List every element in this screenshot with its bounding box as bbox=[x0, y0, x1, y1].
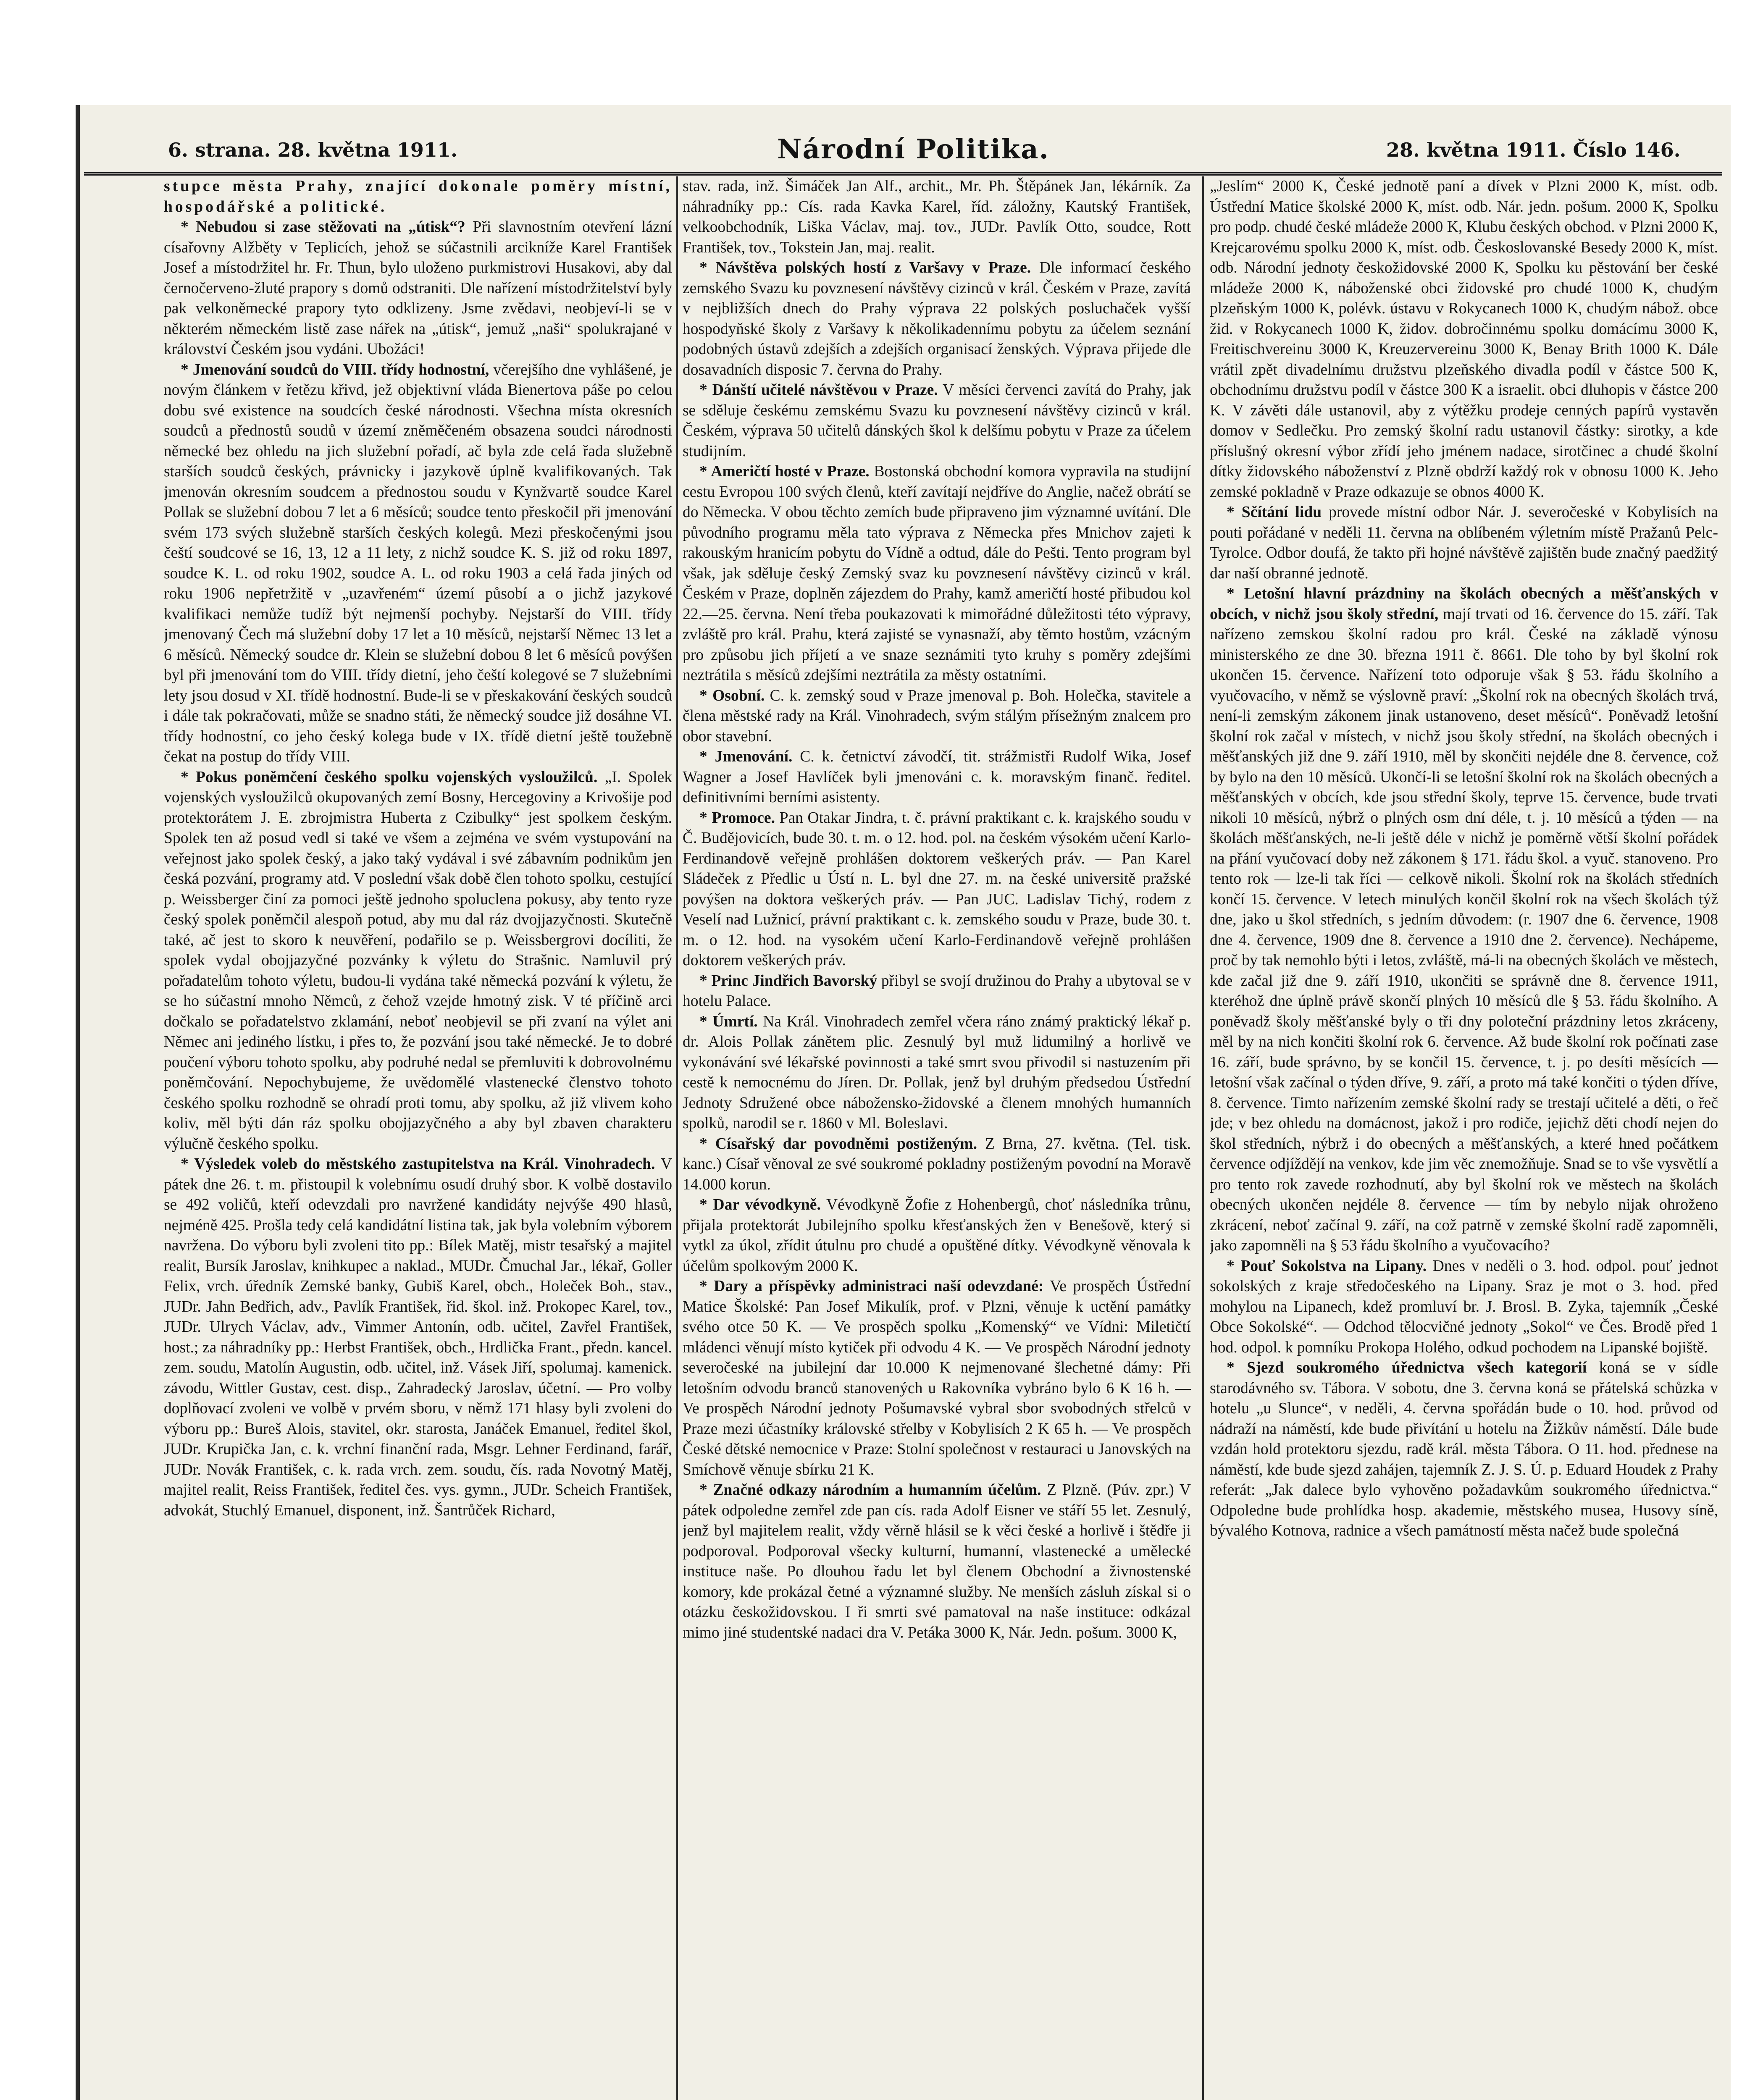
article-paragraph: stav. rada, inž. Šimáček Jan Alf., archit., Mr. Ph. Štěpánek Jan, lékárník. Za náhradníky pp.: Cís. rada Kavka Karel, říd. záložny, Kautský František, velkoobchodník, Liška Václav, maj. tov., JUDr. Pavlík Otto, soudce, Rott František, tov., Tokstein Jan, maj. realit. bbox=[683, 178, 1191, 256]
article-paragraph: * Císařský dar povodněmi postiženým. Z Brna, 27. května. (Tel. tisk. kanc.) Císař věnoval ze své soukromé pokladny postiženým povodní na Moravě 14.000 korun. bbox=[683, 1135, 1191, 1193]
article-paragraph: * Letošní hlavní prázdniny na školách obecných a měšťanských v obcích, v nichž jsou školy střední, mají trvati od 16. července do 15. září. Tak nařízeno zemskou školní radou pro král. České na základě výnosu ministerského ze dne 30. března 1911 č. 8661. Dle toho by byl školní rok ukončen 15. července. Nařízení toto odporuje však § 53. řádu školního a vyučovacího, v němž se výslovně praví: „Školní rok na obecných školách trvá, není-li zemským zákonem jinak ustanoveno, deset měsíců“. Poněvadž letošní školní rok začal v místech, v nichž jsou školy střední, na školách obecných i měšťanských již dne 9. září 1910, měl by skončiti nejdéle dne 8. července, což by bylo na den 10 měsíců. Ukončí-li se letošní školní rok na školách obecných a měšťanských v obcích, kde jsou střední školy, teprve 15. července, bude trvati nikoli 10 měsíců, nýbrž o plných osm dní déle, t. j. 10 měsíců a týden — na školách měšťanských, ne-li ještě déle v nichž je poměrně větší školní pořádek na přání vyučovací doby než zákonem § 171. řádu škol. a vyuč. stanoveno. Pro tento rok — lze-li tak říci — celkově nikoli. Školní rok na školách středních končí 15. července. V letech minulých končil školní rok na všech školách týž dne, jako u škol středních, s jedním důvodem: (r. 1907 dne 6. července, 1908 dne 4. července, 1909 dne 8. července a 1910 dne 2. července). Nechápeme, proč by tak nemohlo býti i letos, zvláště, má-li na obecných školách ve městech, kde začal již dne 9. září 1910, ukončiti se správně dne 8. července 1911, kteréhož dne úplně právě skončí plných 10 měsíců dle § 53. řádu školního. A poněvadž školy měšťanské byly o tři dny poloteční prázdniny letos zkráceny, měl by na nich končiti školní rok 6. července. Až bude školní rok počínati zase 16. září, bude správno, by se končil 15. července, t. j. po desíti měsících — letošní však začínal o týden dříve, 9. září, a proto má také končiti o týden dříve, 8. července. Timto nařízením zemské školní rady se trestají učitelé a děti, o řeč jde; v bez ohledu na domácnost, jakož i pro rodiče, jejichž děti chodí nejen do škol středních, nýbrž i do obecných a měšťanských, a které hned počátkem července odjíždějí na venkov, kde jim věc znemožňuje. Snad se to vše vysvětlí a pro tento rok zavede rozhodnutí, aby byl školní rok ve městech na školách obecných ukončen nejdéle 8. července — tím by nebylo nijak ohroženo zkrácení, neboť začínal 9. září, na což patrně v zemské školní radě zapomněli, jako zapomněli na § 53 řádu školního a vyučovacího? bbox=[1210, 585, 1718, 1254]
article-paragraph: * Úmrtí. Na Král. Vinohradech zemřel včera ráno známý praktický lékař p. dr. Alois Pollak zánětem plic. Zesnulý byl muž lidumilný a horlivě ve vykonávání své lékařské povinnosti a také smrt svou přivodil si nastuzením při cestě k nemocnému do Jíren. Dr. Pollak, jenž byl druhým předsedou Ústřední Jednoty Sdružené obce nábožensko-židovské a členem mnohých humanních spolků, narodil se r. 1860 v Ml. Boleslavi. bbox=[683, 1013, 1191, 1132]
article-heading: * Jmenování. bbox=[699, 748, 793, 765]
article-heading: * Promoce. bbox=[699, 809, 775, 827]
article-paragraph: * Nebudou si zase stěžovati na „útisk“? Při slavnostním otevření lázní císařovny Alžběty v Teplicích, jehož se súčastnili arcikníže Karel František Josef a místodržitel hr. Fr. Thun, bylo uloženo purkmistrovi Husakovi, aby dal černočerveno-žluté prapory s domů odstraniti. Dle nařízení místodržitelství byly pak velkoněmecké prapory tyto odklizeny. Jsme zvědavi, neobjeví-li se v některém německém listě zase nářek na „útisk“, jemuž „naši“ spolukrajané v království Českém jsou vydáni. Ubožáci! bbox=[164, 218, 672, 358]
article-heading: * Princ Jindřich Bavorský bbox=[699, 972, 878, 990]
article-paragraph: stupce města Prahy, znající dokonale poměry místní, hospodářské a politické. bbox=[164, 178, 672, 215]
article-paragraph: * Jmenování soudců do VIII. třídy hodnostní, včerejšího dne vyhlášené, je novým článkem v řetězu křivd, jež objektivní vláda Bienertova páše po celou dobu své existence na soudcích české národnosti. Všechna místa okresních soudců a přednostů soudů v území zněměčeném obsazena soudci národnosti německé bez ohledu na jich služební pořadí, ač byla zde celá řada služebně starších soudců českých, právnicky i jazykově úplně kvalifikovaných. Tak jmenován okresním soudcem a přednostou soudu v Kynžvartě soudce Karel Pollak se služební dobou 7 let a 6 měsíců; soudce tento přeskočil při jmenování svém 173 svých služebně starších českých kolegů. Mezi přeskočenými jsou čeští soudcové se 16, 13, 12 a 11 lety, z nichž soudce K. S. již od roku 1897, soudce K. L. od roku 1902, soudce A. L. od roku 1903 a celá řada jiných od roku 1906 nepřetržitě v „uzavřeném“ území působí a o jichž jazykové kvalifikaci nemůže tudíž být nejmenší pochyby. Nejstarší do VIII. třídy jmenovaný Čech má služební doby 17 let a 10 měsíců, nejstarší Němec 13 let a 6 měsíců. Německý soudce dr. Klein se služební dobou 8 let 6 měsíců povýšen byl při jmenování tom do VIII. třídy dietní, jeho čeští kolegové se 7 služebními lety jsou dosud v XI. třídě hodnostní. Bude-li se v přeskakování českých soudců i dále tak pokračovati, může se snadno státi, že německý soudce již dosáhne VI. třídy hodnostní, co jeho český kolega bude v IX. třídě dietní ještě toužebně čekat na postup do třídy VIII. bbox=[164, 361, 672, 765]
column-1 bbox=[164, 176, 672, 2100]
column-2 bbox=[683, 176, 1191, 2100]
article-heading: * Dary a příspěvky administraci naší odevzdané: bbox=[699, 1278, 1044, 1295]
column-3 bbox=[1210, 176, 1718, 2100]
article-heading: * Sčítání lidu bbox=[1227, 504, 1322, 521]
article-heading: * Pokus poněmčení českého spolku vojenských vysloužilců. bbox=[181, 768, 598, 786]
article-paragraph: * Promoce. Pan Otakar Jindra, t. č. právní praktikant c. k. krajského soudu v Č. Budějovicích, bude 30. t. m. o 12. hod. pol. na českém výsokém učení Karlo-Ferdinandově veřejně prohlášen doktorem veškerých práv. — Pan Karel Sládeček z Předlic u Ústí n. L. byl dne 27. m. na české universitě pražské povýšen na doktora veškerých práv. — Pan JUC. Ladislav Tichý, rodem z Veselí nad Lužnicí, právní praktikant c. k. zemského soudu v Praze, bude 30. t. m. o 12. hod. na vysokém učení Karlo-Ferdinandově veřejně prohlášen doktorem veškerých práv. bbox=[683, 809, 1191, 969]
article-paragraph: * Značné odkazy národním a humanním účelům. Z Plzně. (Púv. zpr.) V pátek odpoledne zemřel zde pan cís. rada Adolf Eisner ve stáří 55 let. Zesnulý, jenž byl majitelem realit, vždy věrně hlásil se k věci české a horlivě i štědře ji podporoval. Podporoval všecky kulturní, humanní, vlastenecké a umělecké instituce naše. Po dlouhou řadu let byl členem Obchodní a živnostenské komory, kde prokázal četné a významné služby. Ne menších zásluh získal si o otázku českožidovskou. I ři smrti své pamatoval na naše instituce: odkázal mimo jiné studentské nadaci dra V. Petáka 3000 K, Nár. Jedn. pošum. 3000 K, bbox=[683, 1481, 1191, 1641]
article-paragraph: * Pokus poněmčení českého spolku vojenských vysloužilců. „I. Spolek vojenských vysloužilců okupovaných zemí Bosny, Hercegoviny a Krivošije pod protektorátem J. E. zbrojmistra Huberta z Czibulky“ jest spolkem českým. Spolek ten až posud vedl si také ve všem a zejména ve svém vystupování na veřejnost jako spolek český, a jako taký vydával i své zábavním podnikům jen česká pozvání, programy atd. V poslední však době člen tohoto spolku, cestující p. Weissberger činí za pomoci ještě jednoho spoluclena pokusy, aby tento ryze český spolek poněmčil alespoň potud, aby mu dal ráz dvojjazyčnosti. Skutečně také, ač jest to skoro k neuvěření, podařilo se p. Weissbergrovi docíliti, že spolek vydal obojjazyčné pozvánky k výletu do Strašnic. Namluvil prý pořadatelům tohoto výletu, budou-li vydána také německá pozvání k výletu, že se ho súčastní mnoho Němců, z čehož vzejde hmotný zisk. V té příčině arci dočkalo se pořadatelstvo zklamání, neboť neobjevil se při zvaní na výlet ani Němec ani jediného lístku, i přes to, že pozvání jsou také německé. Je to dobré poučení výboru tohoto spolku, aby podruhé nedal se přemluviti k dobrovolnému poněmčování. Nepochybujeme, že uvědomělé vlastenecké členstvo tohoto českého spolku rozhodně se ohradí proti tomu, aby spolku, až již vlivem koho koliv, měl býti dán ráz spolku obojjazyčného a aby byl zbaven charakteru výlučně českého spolku. bbox=[164, 768, 672, 1152]
article-paragraph: * Princ Jindřich Bavorský přibyl se svojí družinou do Prahy a ubytoval se v hotelu Palace. bbox=[683, 972, 1191, 1010]
article-paragraph: * Sčítání lidu provede místní odbor Nár. J. severočeské v Kobylisích na pouti pořádané v neděli 11. června na oblíbeném výletním místě Pražanů Pelc-Tyrolce. Odbor doufá, že takto při hojné návštěvě zajištěn bude značný paedžitý dar naší obranné jednotě. bbox=[1210, 504, 1718, 582]
article-paragraph: * Dar vévodkyně. Vévodkyně Žofie z Hohenbergů, choť následníka trůnu, přijala protektorát Jubilejního spolku křesťanských žen v Benešově, který si vytkl za úkol, zřídit útulnu pro chudé a opuštěné dítky. Vévodkyně věnovala k účelům spolkovým 2000 K. bbox=[683, 1196, 1191, 1275]
column-rule bbox=[1202, 176, 1204, 2100]
article-paragraph: * Dary a příspěvky administraci naší odevzdané: Ve prospěch Ústřední Matice Školské: Pan Josef Mikulík, prof. v Plzni, věnuje k uctění památky svého otce 50 K. — Ve prospěch spolku „Komenský“ ve Vídni: Miletičtí mládenci věnují místo kytiček při odvodu 4 K. — Ve prospěch Národní jednoty severočeské na jubilejní dar 10.000 K nejmenované šlechetné dámy: Při letošním odvodu branců stanovených u Rakovníka vybráno bylo 6 K 16 h. — Ve prospěch Národní jednoty Pošumavské vybral sbor svobodných střelců v Praze mezi účastníky královské střelby v Kobylisích 2 K 65 h. — Ve prospěch České dětské nemocnice v Praze: Stolní společnost v restauraci u Janovských na Smíchově věnuje sbírku 21 K. bbox=[683, 1278, 1191, 1478]
article-heading: * Nebudou si zase stěžovati na „útisk“? bbox=[181, 218, 465, 236]
article-heading: * Osobní. bbox=[699, 687, 765, 704]
page-header bbox=[84, 126, 1722, 176]
article-paragraph: * Jmenování. C. k. četnictví závodčí, tit. strážmistři Rudolf Wika, Josef Wagner a Josef Havlíček byli jmenováni c. k. moravským finanč. ředitel. definitivními berními asistenty. bbox=[683, 748, 1191, 806]
article-paragraph: * Američtí hosté v Praze. Bostonská obchodní komora vypravila na studijní cestu Evropou 100 svých členů, kteří zavítají nejdříve do Anglie, načež obrátí se do Německa. V obou těchto zemích bude připraveno jim významné uvítání. Dle původního programu měla tato výprava z Německa přes Mnichov zajeti k rakouským hranicím pobytu do Vídně a odtud, dále do Pešti. Tento program byl však, jak sděluje český Zemský svaz ku povznesení návštěvy cizinců v král. Českém v Praze, doplněn zájezdem do Prahy, kamž američtí hosté přibudou kol 22.—25. června. Není třeba poukazovati k mimořádné důležitosti této výpravy, zvláště pro král. Prahu, která zajisté se vynasnaží, aby těmto hostům, vzácným pro způsobu jich příjetí a ve snaze seznámiti tyto kruhy s poměry zdejšími neztrátila s měsíců zdejšími neztrátila za městy ostatními. bbox=[683, 463, 1191, 684]
article-heading: * Císařský dar povodněmi postiženým. bbox=[699, 1135, 977, 1152]
article-heading: * Výsledek voleb do městského zastupitelstva na Král. Vinohradech. bbox=[181, 1155, 655, 1173]
article-heading: * Jmenování soudců do VIII. třídy hodnostní, bbox=[181, 361, 489, 378]
article-heading: * Úmrtí. bbox=[699, 1013, 758, 1030]
article-heading: * Dánští učitelé návštěvou v Praze. bbox=[699, 381, 938, 399]
article-heading: * Dar vévodkyně. bbox=[699, 1196, 821, 1213]
article-heading: * Značné odkazy národním a humanním účelům. bbox=[699, 1481, 1041, 1499]
article-heading: * Pouť Sokolstva na Lipany. bbox=[1227, 1257, 1427, 1275]
article-heading: * Sjezd soukromého úřednictva všech kategorií bbox=[1227, 1359, 1587, 1376]
article-heading: * Američtí hosté v Praze. bbox=[699, 463, 870, 480]
article-paragraph: * Výsledek voleb do městského zastupitelstva na Král. Vinohradech. V pátek dne 26. t. m. přistoupil k volebnímu osudí druhý sbor. K volbě dostavilo se 492 voličů, kteří odevzdali pro navržené kandidáty nejvýše 490 hlasů, nejméně 425. Prošla tedy celá kandidátní listina tak, jak byla volebním výborem navržena. Do výboru byli zvoleni tito pp.: Bílek Matěj, mistr tesařský a majitel realit, Bursík Jaroslav, knihkupec a naklad., MUDr. Čmuchal Jar., lékař, Goller Felix, vrch. úředník Zemské banky, Gubiš Karel, obch., Holeček Boh., stav., JUDr. Jahn Bedřich, adv., Pavlík František, řid. škol. inž. Prokopec Karel, tov., JUDr. Ulrych Václav, adv., Vimmer Antonín, odb. učitel, Zavřel František, host.; za náhradníky pp.: Herbst František, obch., Hrdlička Frant., předn. kancel. zem. soudu, Matolín Augustin, odb. učitel, inž. Vásek Jiří, spolumaj. kamenick. závodu, Wittler Gustav, cest. disp., Zahradecký Jaroslav, účetní. — Pro volby doplňovací zvoleni ve volbě v prvém sboru, v němž 171 hlasy byli zvoleni do výboru pp.: Bureš Alois, stavitel, okr. starosta, Janáček Emanuel, ředitel škol, JUDr. Krupička Jan, c. k. vrchní finanční rada, Msgr. Lehner Ferdinand, farář, JUDr. Novák František, c. k. rada vrch. zem. soudu, čís. rada Novotný Matěj, majitel realit, Reiss František, ředitel čes. vys. gymn., JUDr. Scheich František, advokát, Stuchlý Emanuel, disponent, inž. Šantrůček Richard, bbox=[164, 1155, 672, 1519]
article-paragraph: * Návštěva polských hostí z Varšavy v Praze. Dle informací českého zemského Svazu ku povznesení návštěvy cizinců v král. Českém v Praze, zavítá v nejbližších dnech do Prahy výprava 22 polských posluchaček vyšší hospodyňské školy z Varšavy k několikadennímu pobytu za účelem seznání podobných ústavů zdejších a zdejších organisací ženských. Výprava přijede dle dosavadních disposic 7. června do Prahy. bbox=[683, 259, 1191, 378]
article-paragraph: „Jeslím“ 2000 K, České jednotě paní a dívek v Plzni 2000 K, míst. odb. Ústřední Matice školské 2000 K, míst. odb. Nár. jedn. pošum. 2000 K, Spolku pro podp. chudé české mládeže 2000 K, Klubu českých obchod. v Plzni 2000 K, Krejcarovému spolku 2000 K, míst. odb. Českoslovanské Besedy 2000 K, míst. odb. Národní jednoty českožidovské 2000 K, Spolku ku pěstování ber české mládeže 2000 K, náboženské obci židovské pro chudé 1000 K, chudým plzeňským 1000 K, polévk. ústavu v Rokycanech 1000 K, chudým nábož. obce žid. v Rokycanech 1000 K, židov. dobročinnému spolku domácímu 3000 K, Freitischvereinu 3000 K, Kreuzervereinu 3000 K, Benay Brith 1000 K. Dále vrátil zpět divadelnímu družstvu plzeňského divadla podíl v částce 500 K, obchodnímu družstvu podíl v částce 300 K a israelit. obci dluhopis v částce 200 K. V závěti dále ustanovil, aby z výtěžku prodeje cenných papírů vystavěn domov v Sedlečku. Pro zemský školní radu ustanovil částky: sirotky, a kde příslušný okresní výbor zřídí jeho jménem nadace, sirotčinec a chudé školní dítky židovského náboženství z Plzně obdrží každý rok v obnosu 1000 K. Jeho zemské pokladně v Praze odkazuje se obnos 4000 K. bbox=[1210, 178, 1718, 501]
article-paragraph: * Dánští učitelé návštěvou v Praze. V měsíci červenci zavítá do Prahy, jak se sděluje českému zemskému Svazu ku povznesení návštěvy cizinců v král. Českém, výprava 50 učitelů dánských škol k delšímu pobytu v Praze za účelem studijním. bbox=[683, 381, 1191, 460]
article-paragraph: * Pouť Sokolstva na Lipany. Dnes v neděli o 3. hod. odpol. pouť jednot sokolských z kraje středočeského na Lipany. Sraz je mot o 3. hod. před mohylou na Lipanech, kdež promluví br. J. Brosl. B. Zyka, tajemník „České Obce Sokolské“. — Odchod tělocvičné jednoty „Sokol“ ve Čes. Brodě před 1 hod. odpol. k pomníku Prokopa Holého, odkud pochodem na Lipanské bojiště. bbox=[1210, 1257, 1718, 1356]
page-number-date: 6. strana. 28. května 1911. bbox=[168, 139, 457, 161]
column-rule bbox=[676, 176, 678, 2100]
article-heading: * Návštěva polských hostí z Varšavy v Praze. bbox=[699, 259, 1031, 276]
article-paragraph: * Sjezd soukromého úřednictva všech kategorií koná se v sídle starodávného sv. Tábora. V sobotu, dne 3. června koná se přátelská schůzka v hotelu „u Slunce“, v neděli, 4. června spořádán bude o 10. hod. průvod od nádraží na náměstí, kde bude přivítání u hotelu na Žižkův náměstí. Dále bude vzdán hold protektoru sjezdu, radě král. města Tábora. O 11. hod. přednese na náměstí, kde bude sjezd zahájen, tajemník Z. J. S. Ú. p. Eduard Houdek z Prahy referát: „Jak dalece bylo vyhověno požadavkům soukromého úřednictva.“ Odpoledne bude prohlídka hosp. akademie, městského musea, Husovy síně, bývalého Kotnova, radnice a všech památností města načež bude společná bbox=[1210, 1359, 1718, 1539]
newspaper-title: Národní Politika. bbox=[777, 134, 1049, 165]
issue-date-number: 28. května 1911. Číslo 146. bbox=[1386, 139, 1681, 161]
article-heading: * Letošní hlavní prázdniny na školách obecných a měšťanských v obcích, v nichž jsou školy střední, bbox=[1210, 585, 1718, 623]
article-paragraph: * Osobní. C. k. zemský soud v Praze jmenoval p. Boh. Holečka, stavitele a člena městské rady na Král. Vinohradech, svým stálým přísežným znalcem pro obor stavební. bbox=[683, 687, 1191, 745]
